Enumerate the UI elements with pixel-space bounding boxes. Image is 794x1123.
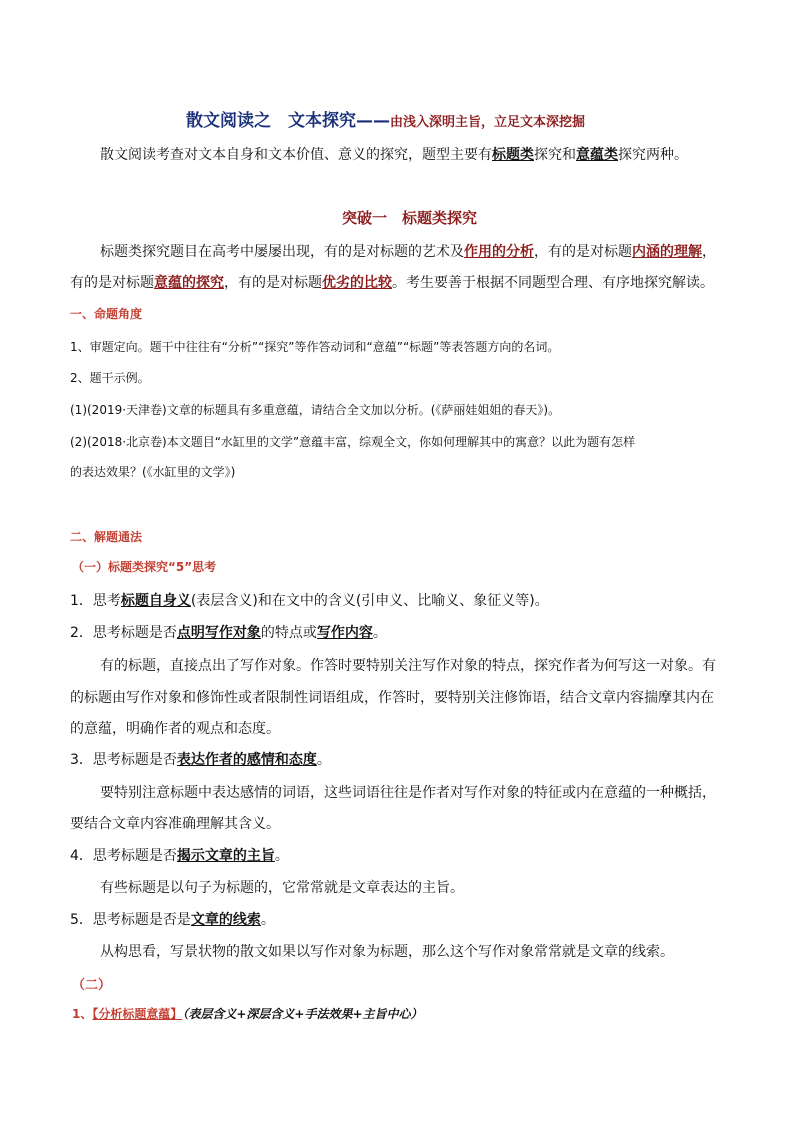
point-text: 。 [274, 848, 289, 864]
point-text: 。 [260, 912, 275, 928]
list-item: 1、审题定向。题干中往往有“分析”“探究”等作答动词和“意蕴”“标题”等表答题方向的名词。 [70, 340, 560, 354]
para1-line2 [70, 272, 714, 292]
title-main: 散文阅读之 文本探究—— [186, 111, 390, 131]
point-keyword: 标题自身义 [120, 593, 191, 609]
point-keyword: 表达作者的感情和态度 [176, 752, 317, 768]
point-text: 4．思考标题是否 [70, 848, 177, 864]
analysis-formula: （表层含义+深层含义+手法效果+主旨中心） [182, 1007, 423, 1021]
point-text: 3．思考标题是否 [70, 752, 177, 768]
para-text: 标题类探究题目在高考中屡屡出现，有的是对标题的艺术及 [100, 244, 464, 260]
analysis-item [72, 1005, 423, 1022]
point-2-text: 的意蕴，明确作者的观点和态度。 [70, 721, 280, 737]
point-2-text: 的标题由写作对象和修饰性或者限制性词语组成，作答时，要特别关注修饰语，结合文章内容揣摩其内在 [70, 690, 714, 706]
point-text: 5．思考标题是否是 [70, 912, 191, 928]
para-text: ， [702, 244, 716, 260]
para-text: ，有的是对标题 [534, 244, 632, 260]
title-subtitle: 由浅入深明主旨，立足文本深挖掘 [390, 115, 586, 130]
point-keyword: 写作内容 [316, 625, 373, 641]
analysis-number: 1、 [72, 1007, 93, 1021]
intro-text: 探究两种。 [618, 147, 688, 163]
list-item: 2、题干示例。 [70, 371, 150, 385]
para-text: 有的是对标题 [70, 275, 154, 291]
point-text: 2．思考标题是否 [70, 625, 177, 641]
point-text: (表层含义)和在文中的含义(引申义、比喻义、象征义等)。 [190, 593, 549, 609]
point-text: 的特点或 [260, 625, 317, 641]
intro-keyword-title-type: 标题类 [492, 147, 534, 163]
point-2-text: 有的标题，直接点出了写作对象。作答时要特别关注写作对象的特点，探究作者为何写这一对象。有 [100, 658, 716, 674]
para-text: 。考生要善于根据不同题型合理、有序地探究解读。 [392, 275, 714, 291]
point-text: 1．思考 [70, 593, 121, 609]
section-heading: 突破一 标题类探究 [342, 209, 478, 227]
example-2-line2: 的表达效果？(《水缸里的文学》) [70, 465, 236, 479]
subsection-heading-1: （一）标题类探究“5”思考 [72, 560, 217, 574]
section-heading-2: 二、解题通法 [70, 530, 143, 544]
intro-paragraph [100, 144, 688, 164]
intro-keyword-meaning-type: 意蕴类 [576, 147, 618, 163]
point-1 [70, 590, 549, 610]
keyword-meaning-exploration: 意蕴的探究 [154, 275, 224, 291]
example-2-line1: (2)(2018·北京卷)本文题目“水缸里的文学”意蕴丰富，综观全文，你如何理解其中的寓意？以此为题有怎样 [70, 435, 636, 449]
point-keyword: 揭示文章的主旨 [176, 848, 275, 864]
example-1: (1)(2019·天津卷)文章的标题具有多重意蕴，请结合全文加以分析。(《萨丽娃姐姐的春天》)。 [70, 403, 561, 417]
point-3 [70, 749, 331, 769]
keyword-comparison: 优劣的比较 [322, 275, 392, 291]
point-text: 。 [372, 625, 387, 641]
point-4-text: 有些标题是以句子为标题的，它常常就是文章表达的主旨。 [100, 880, 464, 896]
keyword-effect-analysis: 作用的分析 [464, 244, 534, 260]
point-3-text: 要特别注意标题中表达感情的词语，这些词语往往是作者对写作对象的特征或内在意蕴的一种概括， [100, 785, 716, 801]
keyword-connotation: 内涵的理解 [632, 244, 702, 260]
section-heading-1: 一、命题角度 [70, 307, 143, 321]
point-keyword: 文章的线索 [190, 912, 261, 928]
point-5-text: 从构思看，写景状物的散文如果以写作对象为标题，那么这个写作对象常常就是文章的线索。 [100, 944, 674, 960]
analysis-title: 【分析标题意蕴】 [92, 1007, 183, 1021]
para-text: ，有的是对标题 [224, 275, 322, 291]
point-2 [70, 622, 387, 642]
point-text: 。 [316, 752, 331, 768]
point-keyword: 点明写作对象 [176, 625, 261, 641]
point-3-text: 要结合文章内容准确理解其含义。 [70, 816, 280, 832]
para1-line1 [100, 241, 716, 261]
subsection-heading-2: （二） [72, 978, 112, 993]
intro-text: 探究和 [534, 147, 576, 163]
point-5 [70, 909, 275, 929]
intro-text: 散文阅读考查对文本自身和文本价值、意义的探究，题型主要有 [100, 147, 492, 163]
page-title [186, 106, 585, 131]
point-4 [70, 845, 289, 865]
